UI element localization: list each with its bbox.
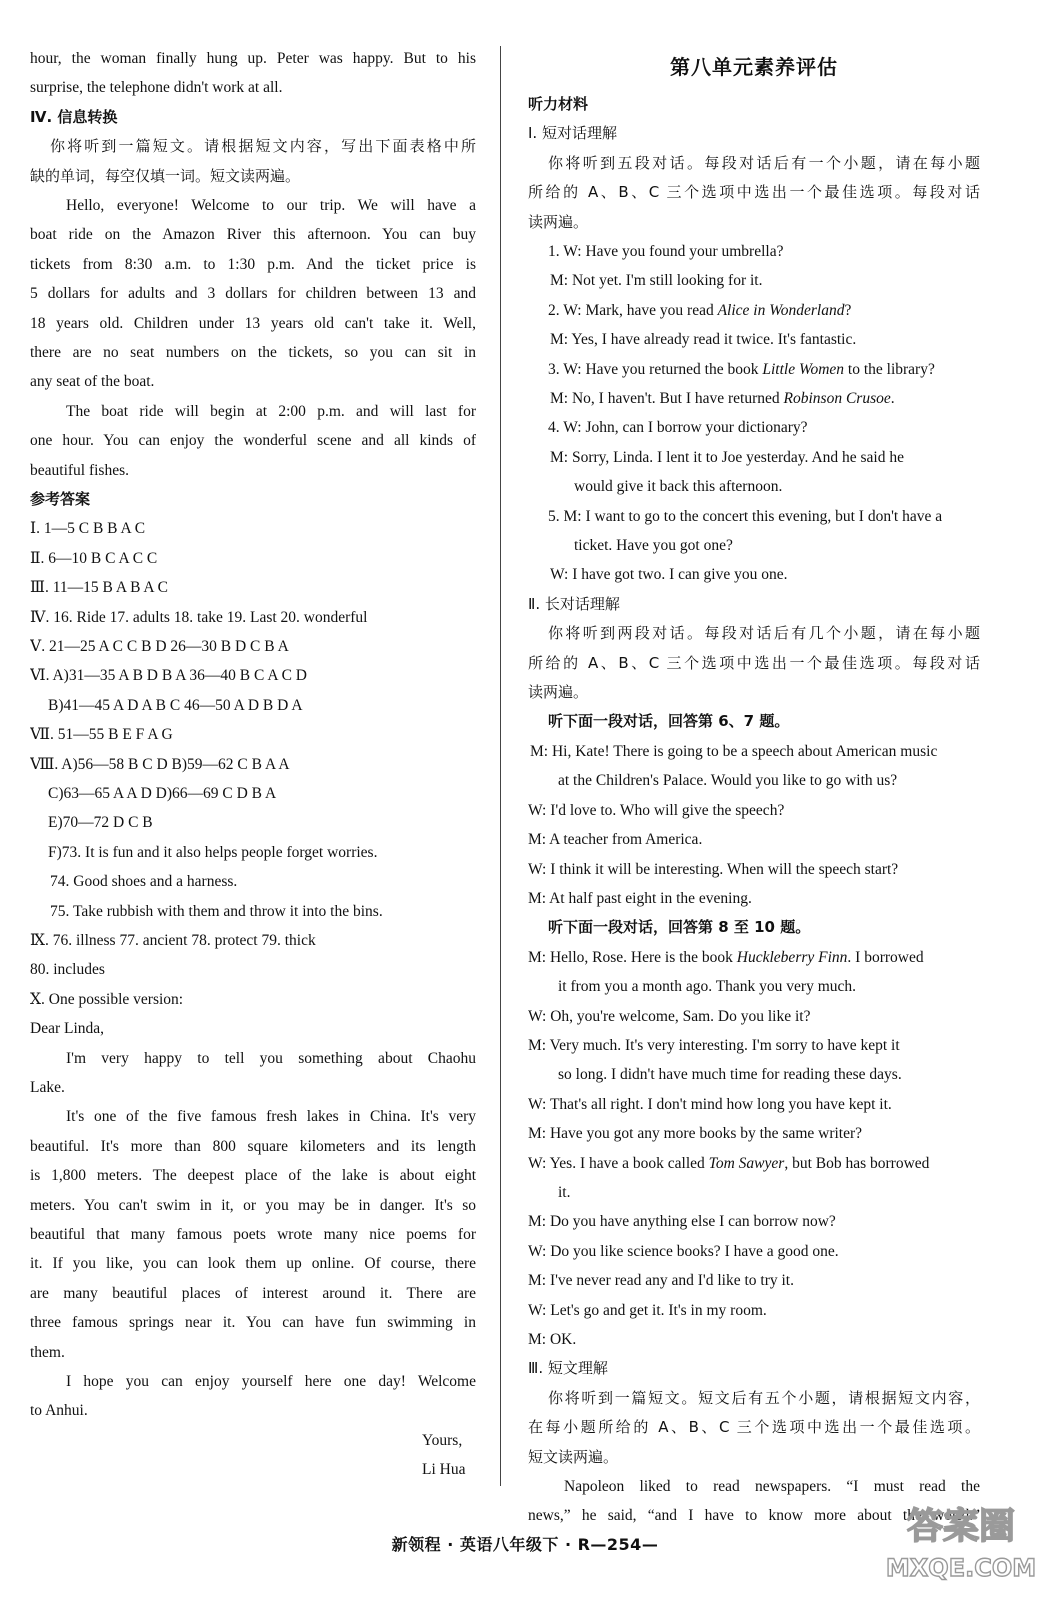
dialogue-line: M: Sorry, Linda. I lent it to Joe yesterday. And he said he: [550, 448, 904, 466]
dialogue-line: M: I've never read any and I'd like to try it.: [528, 1272, 794, 1290]
passage-line: tickets from 8:30 a.m. to 1:30 p.m. And the ticket price is: [30, 255, 476, 273]
passage-line: boat ride on the Amazon River this afternoon. You can buy: [30, 226, 476, 244]
dialogue-line: M: Very much. It's very interesting. I'm sorry to have kept it: [528, 1036, 900, 1054]
dialogue-line: M: A teacher from America.: [528, 831, 703, 849]
answer-line: Ⅴ. 21—25 A C C B D 26—30 B D C B A: [30, 637, 289, 655]
letter-signature: Li Hua: [422, 1461, 466, 1479]
passage-line: any seat of the boat.: [30, 373, 155, 391]
answer-line: Ⅷ. A)56—58 B C D B)59—62 C B A A: [30, 755, 290, 773]
letter-line: beautiful. It's more than 800 square kilometers and its length: [30, 1137, 476, 1155]
right-column: [528, 44, 980, 1531]
answer-line: Ⅵ. A)31—35 A B D B A 36—40 B C A C D: [30, 667, 307, 685]
instruction-line: 读两遍。: [528, 683, 589, 702]
instruction-line: 读两遍。: [528, 212, 589, 231]
letter-greeting: Dear Linda,: [30, 1020, 105, 1038]
letter-line: I'm very happy to tell you something about Chaohu: [66, 1049, 476, 1067]
dialogue-line: 4. W: John, can I borrow your dictionary?: [548, 419, 808, 437]
book-title: Huckleberry Finn: [736, 948, 848, 966]
text-line: hour, the woman finally hung up. Peter was happy. But to his: [30, 50, 476, 67]
passage-line: there are no seat numbers on the tickets, so you can sit in: [30, 343, 476, 361]
dialogue-line: 3. W: Have you returned the book Little Women to the library?: [548, 360, 935, 378]
instruction-line: 缺的单词，每空仅填一词。短文读两遍。: [30, 166, 301, 185]
dialogue-line: M: Hi, Kate! There is going to be a speech about American music: [530, 742, 938, 760]
dialogue-line: 5. M: I want to go to the concert this evening, but I don't have a: [548, 507, 943, 525]
dialogue-line: M: Yes, I have already read it twice. It's fantastic.: [550, 331, 857, 349]
answer-line: Ⅹ. One possible version:: [30, 990, 184, 1008]
answer-line: C)63—65 A A D D)66—69 C D B A: [48, 785, 277, 802]
answer-line: 75. Take rubbish with them and throw it into the bins.: [50, 902, 383, 920]
dialogue-line: M: Have you got any more books by the same writer?: [528, 1125, 863, 1143]
page-footer: 新领程 · 英语八年级下 · R—254—: [391, 1535, 659, 1554]
unit-title: 第八单元素养评估: [670, 55, 838, 79]
dialogue-line: W: That's all right. I don't mind how long you have kept it.: [528, 1095, 892, 1113]
instruction-line: 你将听到两段对话。每段对话后有几个小题，请在每小题: [548, 624, 980, 643]
dialogue-line: 2. W: Mark, have you read Alice in Wonderland?: [548, 301, 852, 319]
passage-line: 18 years old. Children under 13 years old can't take it. Well,: [30, 314, 476, 332]
answer-line: B)41—45 A D A B C 46—50 A D B D A: [48, 696, 303, 714]
letter-line: I hope you can enjoy yourself here one day! Welcome: [66, 1372, 476, 1390]
letter-line: three famous springs near it. You can have fun swimming in: [30, 1314, 476, 1332]
answer-line: Ⅱ. 6—10 B C A C C: [30, 549, 158, 567]
answer-line: 80. includes: [30, 961, 105, 979]
dialogue-line: W: I think it will be interesting. When will the speech start?: [528, 860, 899, 878]
answers-heading: 参考答案: [30, 489, 91, 508]
answer-line: Ⅸ. 76. illness 77. ancient 78. protect 79. thick: [30, 932, 316, 950]
book-title: Tom Sawyer: [708, 1154, 785, 1172]
watermark-logo: [886, 1496, 1036, 1586]
letter-line: is 1,800 meters. The deepest place of the lake is about eight: [30, 1167, 476, 1185]
section-heading: Ⅳ. 信息转换: [30, 107, 118, 126]
passage-line: beautiful fishes.: [30, 461, 130, 479]
letter-line: It's one of the five famous fresh lakes in China. It's very: [66, 1108, 476, 1126]
answer-line: F)73. It is fun and it also helps people forget worries.: [48, 843, 378, 861]
letter-line: are many beautiful places of interest around it. There are: [30, 1284, 476, 1302]
dialogue-line: would give it back this afternoon.: [574, 478, 783, 496]
answer-line: 74. Good shoes and a harness.: [50, 873, 238, 891]
letter-line: to Anhui.: [30, 1402, 88, 1420]
dialogue-line: W: Let's go and get it. It's in my room.: [528, 1301, 767, 1319]
answer-line: E)70—72 D C B: [48, 814, 153, 832]
instruction-line: 所给的 A、B、C 三个选项中选出一个最佳选项。每段对话: [528, 183, 980, 202]
dialogue-line: M: Hello, Rose. Here is the book Huckleberry Finn. I borrowed: [528, 948, 924, 966]
letter-line: Lake.: [30, 1079, 65, 1097]
dialogue-line: 1. W: Have you found your umbrella?: [548, 243, 784, 260]
passage-line: news,” he said, “and I have to know more about the world.”: [528, 1507, 980, 1525]
section-heading: Ⅲ. 短文理解: [528, 1359, 608, 1378]
letter-line: them.: [30, 1343, 65, 1361]
section-heading: Ⅱ. 长对话理解: [528, 594, 620, 613]
passage-line: Hello, everyone! Welcome to our trip. We will have a: [66, 197, 476, 214]
conversation-intro: 听下面一段对话，回答第 6、7 题。: [548, 712, 790, 731]
passage-line: The boat ride will begin at 2:00 p.m. and will last for: [66, 402, 476, 420]
dialogue-line: W: Do you like science books? I have a good one.: [528, 1242, 839, 1260]
dialogue-line: M: Not yet. I'm still looking for it.: [550, 272, 763, 290]
section-heading: Ⅰ. 短对话理解: [528, 124, 617, 143]
instruction-line: 所给的 A、B、C 三个选项中选出一个最佳选项。每段对话: [528, 653, 980, 672]
watermark-url: MXQE.COM: [886, 1554, 1036, 1582]
dialogue-line: it.: [558, 1183, 571, 1201]
instruction-line: 在每小题所给的 A、B、C 三个选项中选出一个最佳选项。: [528, 1418, 980, 1437]
dialogue-line: M: OK.: [528, 1331, 577, 1348]
answer-line: Ⅶ. 51—55 B E F A G: [30, 726, 173, 744]
passage-line: 5 dollars for adults and 3 dollars for children between 13 and: [30, 285, 476, 303]
watermark-title: 答案圈: [906, 1506, 1016, 1547]
letter-line: meters. You can't swim in it, or you may be in danger. It's so: [30, 1196, 476, 1214]
dialogue-line: it from you a month ago. Thank you very much.: [558, 978, 857, 996]
column-divider: [500, 46, 501, 1486]
dialogue-line: W: Oh, you're welcome, Sam. Do you like it?: [528, 1007, 811, 1025]
letter-closing: Yours,: [422, 1431, 463, 1449]
dialogue-line: at the Children's Palace. Would you like to go with us?: [558, 772, 898, 790]
instruction-line: 你将听到一篇短文。请根据短文内容，写出下面表格中所: [50, 137, 476, 156]
dialogue-line: so long. I didn't have much time for reading these days.: [558, 1066, 902, 1084]
section-heading: 听力材料: [528, 95, 589, 113]
dialogue-line: W: I'd love to. Who will give the speech?: [528, 801, 785, 819]
book-title: Alice in Wonderland: [717, 301, 845, 319]
instruction-line: 你将听到一篇短文。短文后有五个小题，请根据短文内容，: [548, 1388, 980, 1407]
dialogue-line: M: No, I haven't. But I have returned Robinson Crusoe.: [550, 390, 895, 408]
text-line: surprise, the telephone didn't work at all.: [30, 79, 283, 97]
instruction-line: 短文读两遍。: [528, 1447, 619, 1466]
letter-line: it. If you like, you can look them up online. Of course, there: [30, 1255, 476, 1273]
answer-line: Ⅰ. 1—5 C B B A C: [30, 520, 146, 538]
answer-line: Ⅳ. 16. Ride 17. adults 18. take 19. Last 20. wonderful: [30, 608, 368, 626]
passage-line: one hour. You can enjoy the wonderful scene and all kinds of: [30, 432, 476, 450]
letter-line: beautiful that many famous poets wrote many nice poems for: [30, 1226, 476, 1244]
dialogue-line: M: Do you have anything else I can borrow now?: [528, 1213, 836, 1231]
dialogue-line: M: At half past eight in the evening.: [528, 889, 752, 907]
passage-line: Napoleon liked to read newspapers. “I must read the: [564, 1478, 980, 1495]
book-title: Robinson Crusoe: [783, 390, 891, 408]
dialogue-line: ticket. Have you got one?: [574, 537, 733, 555]
conversation-intro: 听下面一段对话，回答第 8 至 10 题。: [548, 918, 811, 937]
answer-line: Ⅲ. 11—15 B A B A C: [30, 579, 168, 597]
dialogue-line: W: I have got two. I can give you one.: [550, 566, 788, 584]
book-title: Little Women: [762, 360, 845, 378]
dialogue-line: W: Yes. I have a book called Tom Sawyer, but Bob has borrowed: [528, 1154, 930, 1172]
instruction-line: 你将听到五段对话。每段对话后有一个小题，请在每小题: [548, 153, 980, 172]
left-column: [30, 44, 476, 1485]
